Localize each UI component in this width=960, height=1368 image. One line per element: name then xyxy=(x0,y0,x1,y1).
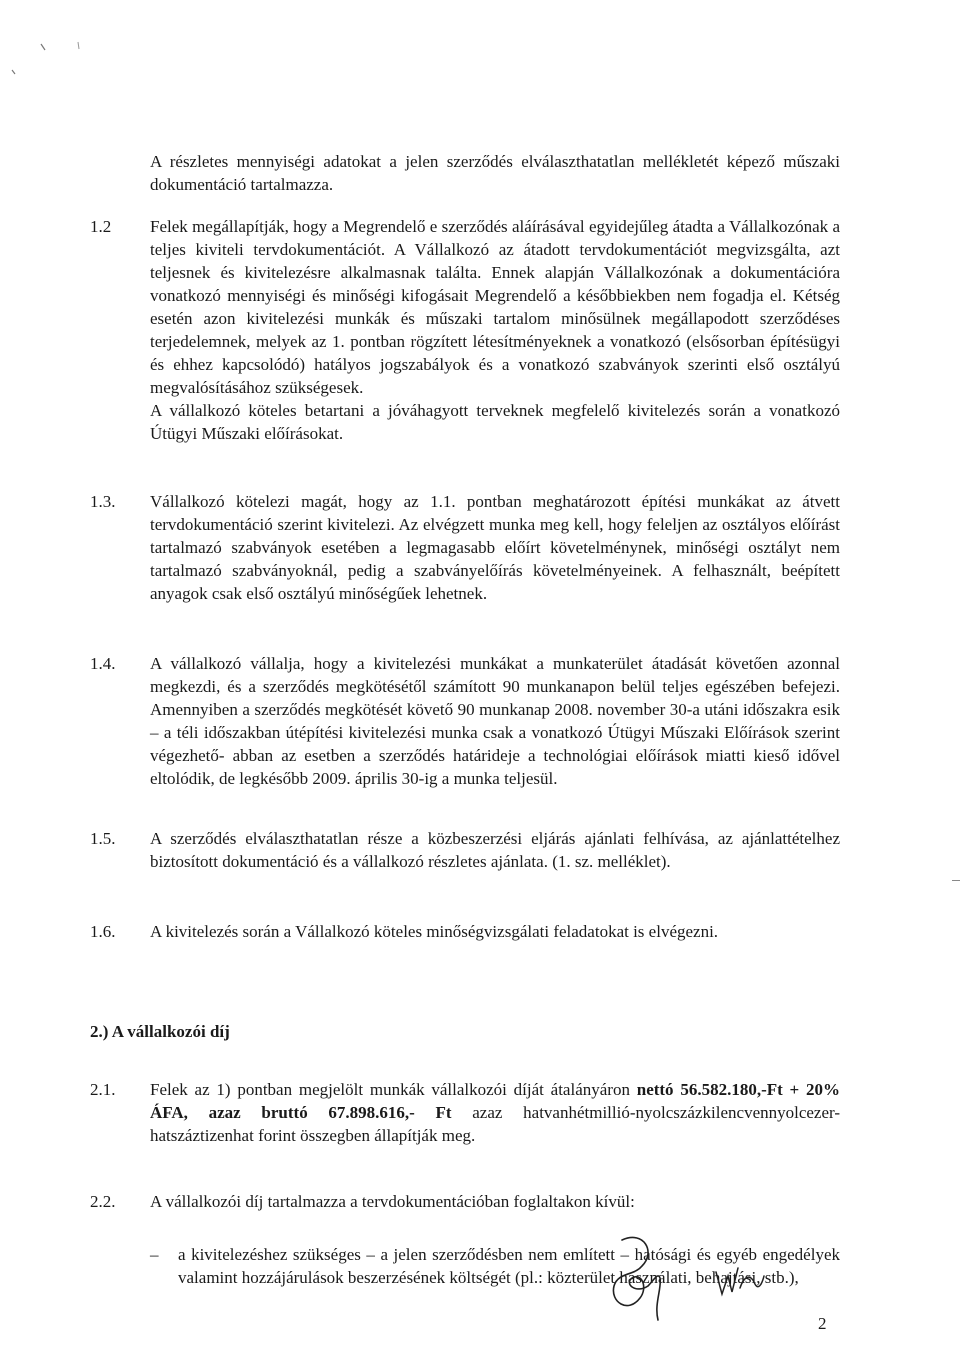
section-number: 1.2 xyxy=(90,217,112,236)
section-1-2 xyxy=(90,215,840,445)
section-paragraph: A szerződés elválaszthatatlan része a közbeszerzési eljárás ajánlati felhívása, az ajánlattételhez biztosított dokumentáció és a vállalkozó részletes ajánlata. (1. sz. melléklet). xyxy=(150,829,840,871)
page-number: 2 xyxy=(818,1314,827,1333)
fee-text: Felek az 1) pontban megjelölt munkák vállalkozói díját átalányáron xyxy=(150,1080,630,1099)
signature-2 xyxy=(712,1262,768,1302)
section-1-3 xyxy=(90,490,840,605)
margin-mark xyxy=(952,880,960,881)
section-heading: 2.) A vállalkozói díj xyxy=(90,1022,230,1041)
section-paragraph: Felek megállapítják, hogy a Megrendelő e szerződés aláírásával egyidejűleg átadta a Vállalkozónak a teljes kiviteli tervdokumentációt. A Vállalkozó az átadott tervdokumentációt megvizsgálta, azt teljesnek és kivitelezésre alkalmasnak találta. Ennek alapján Vállalkozónak a dokumentációra vonatkozó mennyiségi és minőségi kifogásait Megrendelő a későbbiekben nem fogadja el. Kétség esetén azon kivitelezési munkák és műszaki tartalom minősülnek megállapodott szerződéses terjedelemnek, melyek az 1. pontban rögzített létesítményeknek a vonatkozó (elsősorban építésügyi és ehhez kapcsolódó) hatályos jogszabályok és a vonatkozó szabványok szerinti első osztályú megvalósításához szükségesek. xyxy=(150,217,840,397)
fee-amount: nettó 56.582.180,-Ft + 20% ÁFA, azaz bruttó 67.898.616,- Ft xyxy=(150,1080,841,1122)
section-number: 2.1. xyxy=(90,1080,116,1099)
section-number: 1.5. xyxy=(90,829,116,848)
section-paragraph: A vállalkozói díj tartalmazza a tervdokumentációban foglaltakon kívül: xyxy=(150,1192,635,1211)
section-number: 1.3. xyxy=(90,492,116,511)
section-paragraph: A vállalkozó köteles betartani a jóváhagyott terveknek megfelelő kivitelezés során a vonatkozó Útügyi Műszaki előírásokat. xyxy=(150,401,840,443)
scan-marks xyxy=(0,0,960,100)
signature-1 xyxy=(592,1228,672,1328)
section-2-1 xyxy=(90,1078,840,1147)
list-item-text: a kivitelezéshez szükséges – a jelen szerződésben nem említett – hatósági és egyéb engedélyek valamint hozzájárulások beszerzésének költségét (pl.: közterület használati, behajtási, stb.), xyxy=(178,1245,840,1287)
list-dash: – xyxy=(150,1245,159,1264)
section-paragraph: Vállalkozó kötelezi magát, hogy az 1.1. pontban meghatározott építési munkákat az átvett tervdokumentáció szerint kivitelezi. Az elvégzett munka meg kell, hogy feleljen az osztályos előírást tartalmazó szabványok esetében a legmagasabb előírt követelménynek, minőségi osztályt nem tartalmazó szabványoknál, pedig a szabványelőírás követelményeinek. A felhasznált, beépített anyagok csak első osztályú minőségűek lehetnek. xyxy=(150,492,840,603)
intro-paragraph: A részletes mennyiségi adatokat a jelen szerződés elválaszthatatlan mellékletét képező műszaki dokumentáció tartalmazza. xyxy=(150,152,840,194)
section-number: 2.2. xyxy=(90,1192,116,1211)
section-number: 1.4. xyxy=(90,654,116,673)
section-1-4 xyxy=(90,652,840,790)
section-1-6 xyxy=(90,920,840,943)
fee-text-words: azaz hatvanhétmillió-nyolcszázkilencvennyolcezer-hatszáztizenhat forint összegben állapítják meg. xyxy=(150,1103,840,1145)
section-2-2 xyxy=(90,1190,840,1213)
section-paragraph: A vállalkozó vállalja, hogy a kivitelezési munkákat a munkaterület átadását követően azonnal megkezdi, és a szerződés megkötésétől számított 90 munkanapon belül teljes egészében befejezi. Amennyiben a szerződés megkötését követő 90 munkanap 2008. november 30-a utáni időszakra esik – a téli időszakban útépítési kivitelezési munka csak a vonatkozó Útügyi Műszaki Előírások szerint végezhető- abban az esetben a szerződés határideje a technológiai előírások miatti kieső idővel eltolódik, de legkésőbb 2009. április 30-ig a munka teljesül. xyxy=(150,654,840,788)
section-number: 1.6. xyxy=(90,922,116,941)
section-paragraph: A kivitelezés során a Vállalkozó köteles minőségvizsgálati feladatokat is elvégezni. xyxy=(150,922,719,941)
section-1-5 xyxy=(90,827,840,873)
